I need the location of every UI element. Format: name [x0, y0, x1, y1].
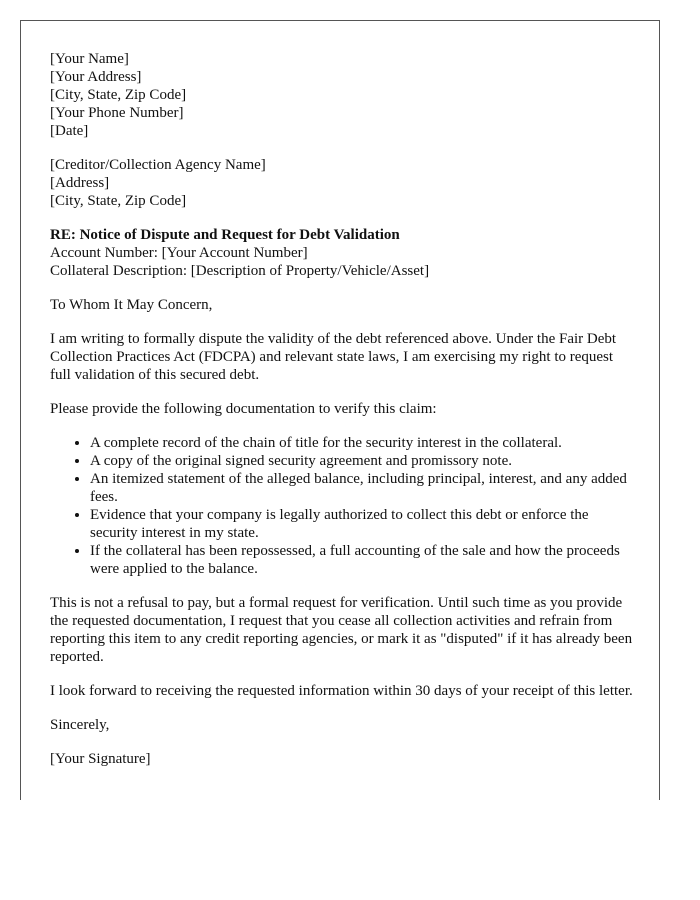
letter-date: [Date]	[50, 123, 89, 139]
recipient-address: [Address]	[50, 175, 110, 191]
list-item: • A copy of the original signed security agreement and promissory note.	[90, 452, 635, 470]
list-item: • Evidence that your company is legally authorized to collect this debt or enforce the security interest in my state.	[90, 506, 635, 542]
sender-phone: [Your Phone Number]	[50, 105, 184, 121]
recipient-city-state-zip: [City, State, Zip Code]	[50, 193, 187, 209]
collateral-description-line: Collateral Description: [Description of Property/Vehicle/Asset]	[50, 263, 430, 279]
signature-placeholder: [Your Signature]	[50, 751, 151, 767]
sender-address: [Your Address]	[50, 69, 142, 85]
sender-name: [Your Name]	[50, 51, 129, 67]
request-paragraph: Please provide the following documentation to verify this claim:	[50, 401, 437, 417]
recipient-block	[50, 156, 635, 210]
sender-block	[50, 50, 635, 140]
not-refusal-paragraph: This is not a refusal to pay, but a formal request for verification. Until such time as you provide the requested documentation, I request that you cease all collection activities and refrain from reporting this item to any credit reporting agencies, or mark it as "disputed" if it has already been reported.	[50, 595, 633, 665]
subject-block	[50, 226, 635, 280]
closing-phrase: Sincerely,	[50, 717, 110, 733]
account-number-line: Account Number: [Your Account Number]	[50, 245, 308, 261]
letter-page	[20, 20, 660, 800]
closing-note-paragraph: I look forward to receiving the requested information within 30 days of your receipt of this letter.	[50, 683, 633, 699]
recipient-name: [Creditor/Collection Agency Name]	[50, 157, 266, 173]
list-item: • A complete record of the chain of title for the security interest in the collateral.	[90, 434, 635, 452]
sender-city-state-zip: [City, State, Zip Code]	[50, 87, 187, 103]
requested-documents-list	[50, 434, 635, 578]
re-line: RE: Notice of Dispute and Request for Debt Validation	[50, 227, 400, 243]
salutation: To Whom It May Concern,	[50, 297, 213, 313]
letter-body	[50, 50, 635, 768]
list-item: • An itemized statement of the alleged balance, including principal, interest, and any added fees.	[90, 470, 635, 506]
list-item: • If the collateral has been repossessed, a full accounting of the sale and how the proceeds were applied to the balance.	[90, 542, 635, 578]
intro-paragraph: I am writing to formally dispute the validity of the debt referenced above. Under the Fair Debt Collection Practices Act (FDCPA) and relevant state laws, I am exercising my right to request full validation of this secured debt.	[50, 331, 617, 383]
